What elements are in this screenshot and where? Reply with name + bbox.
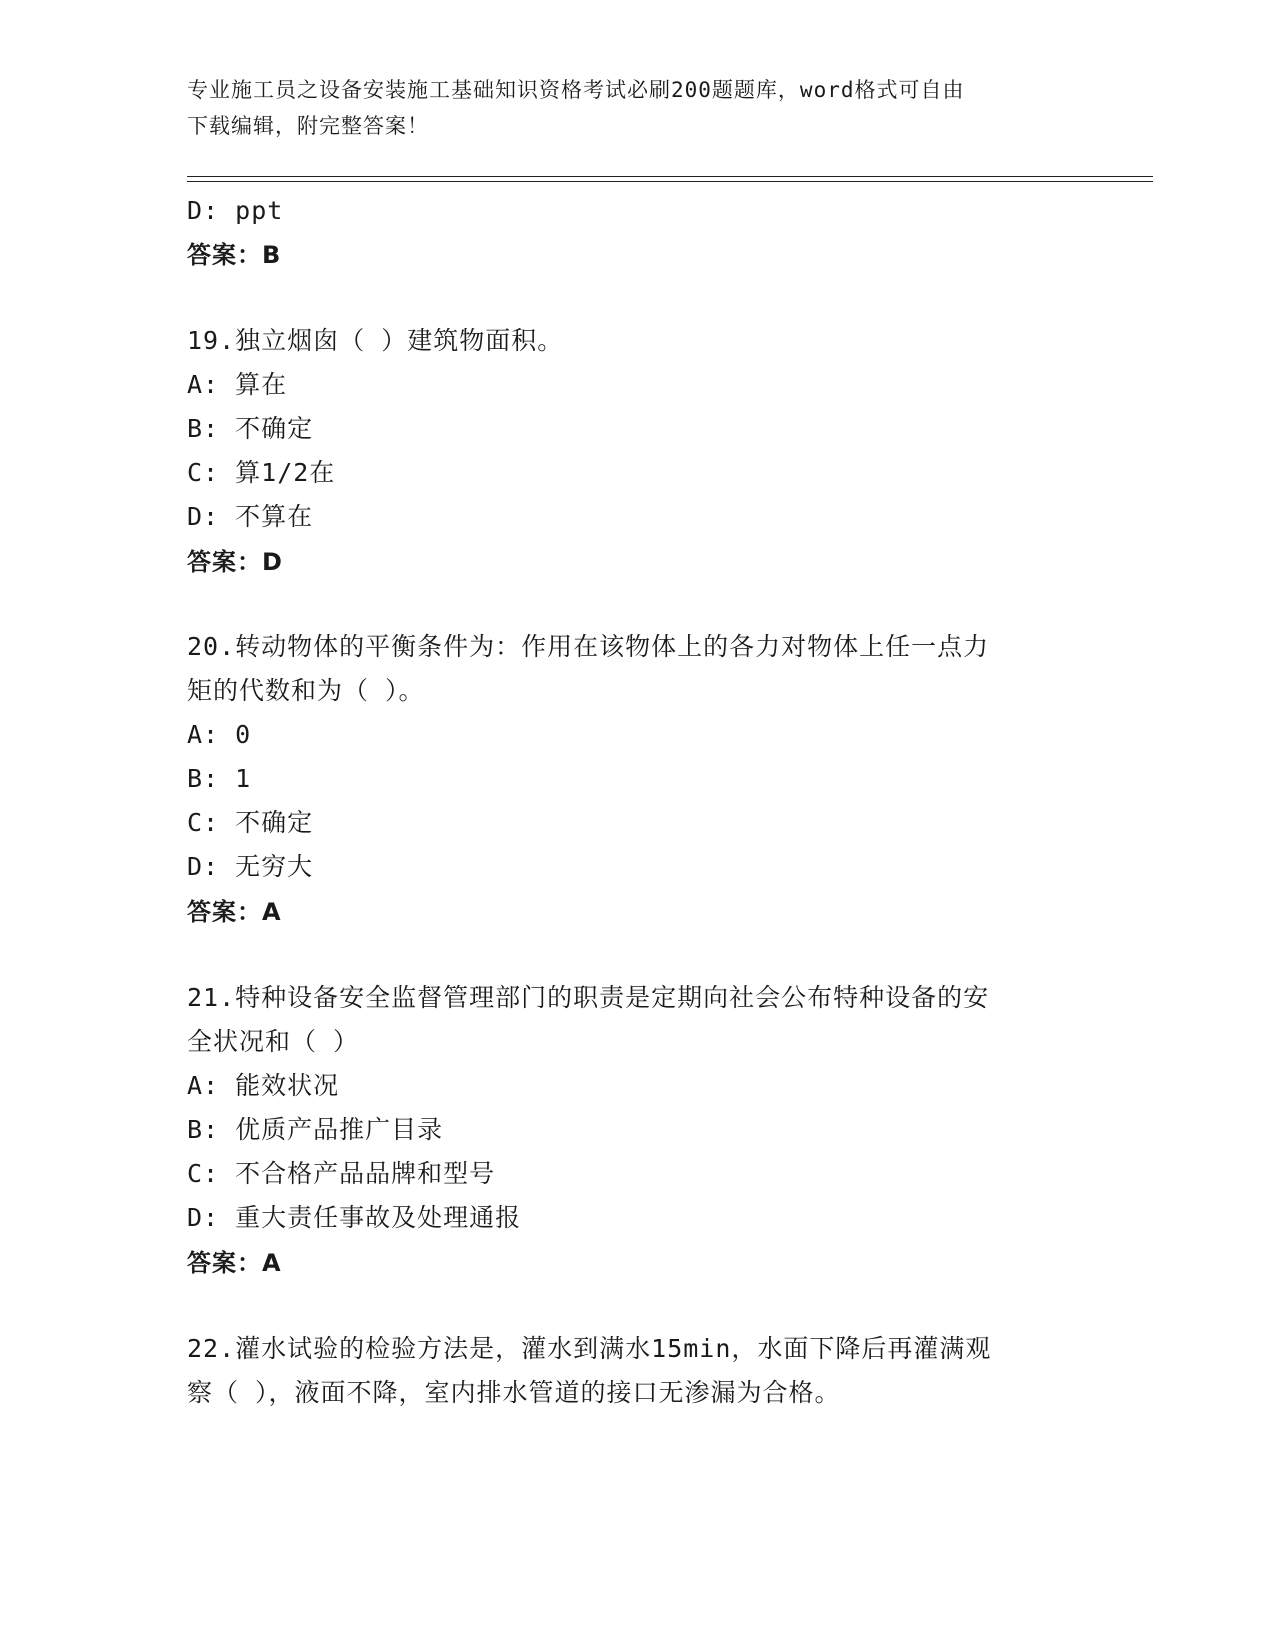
document-header [187, 72, 1067, 144]
question-22-stem-line-1: 22.灌水试验的检验方法是，灌水到满水15min，水面下降后再灌满观 [187, 1334, 992, 1363]
header-rule-bottom [187, 181, 1153, 182]
question-20-stem-line-2: 矩的代数和为（ ）。 [187, 676, 425, 705]
answer-label: 答案：B [187, 241, 282, 269]
question-20-option-b: B: 1 [187, 764, 252, 793]
question-19-option-a: A: 算在 [187, 370, 288, 399]
header-line-1: 专业施工员之设备安装施工基础知识资格考试必刷200题题库，word格式可自由 [187, 78, 965, 102]
option-d: D: ppt [187, 196, 284, 225]
question-21-option-c: C: 不合格产品品牌和型号 [187, 1159, 496, 1188]
question-21-stem-line-1: 21.特种设备安全监督管理部门的职责是定期向社会公布特种设备的安 [187, 983, 990, 1012]
header-line-2: 下载编辑，附完整答案！ [187, 114, 429, 138]
question-20-option-a: A: 0 [187, 720, 252, 749]
question-20-option-c: C: 不确定 [187, 808, 314, 837]
question-21-answer: 答案：A [187, 1249, 282, 1277]
question-20-option-d: D: 无穷大 [187, 852, 314, 881]
question-19-answer: 答案：D [187, 548, 283, 576]
question-22-stem-line-2: 察（ ），液面不降，室内排水管道的接口无渗漏为合格。 [187, 1378, 841, 1407]
question-19-option-b: B: 不确定 [187, 414, 314, 443]
question-19-stem: 19.独立烟囱（ ）建筑物面积。 [187, 326, 564, 355]
question-21-stem-line-2: 全状况和（ ） [187, 1027, 360, 1056]
question-21-option-a: A: 能效状况 [187, 1071, 340, 1100]
question-19-option-c: C: 算1/2在 [187, 458, 336, 487]
question-19-option-d: D: 不算在 [187, 502, 314, 531]
question-20-stem-line-1: 20.转动物体的平衡条件为：作用在该物体上的各力对物体上任一点力 [187, 632, 990, 661]
question-20-answer: 答案：A [187, 898, 282, 926]
header-rule-top [187, 176, 1153, 177]
question-21-option-b: B: 优质产品推广目录 [187, 1115, 444, 1144]
question-21-option-d: D: 重大责任事故及处理通报 [187, 1203, 522, 1232]
